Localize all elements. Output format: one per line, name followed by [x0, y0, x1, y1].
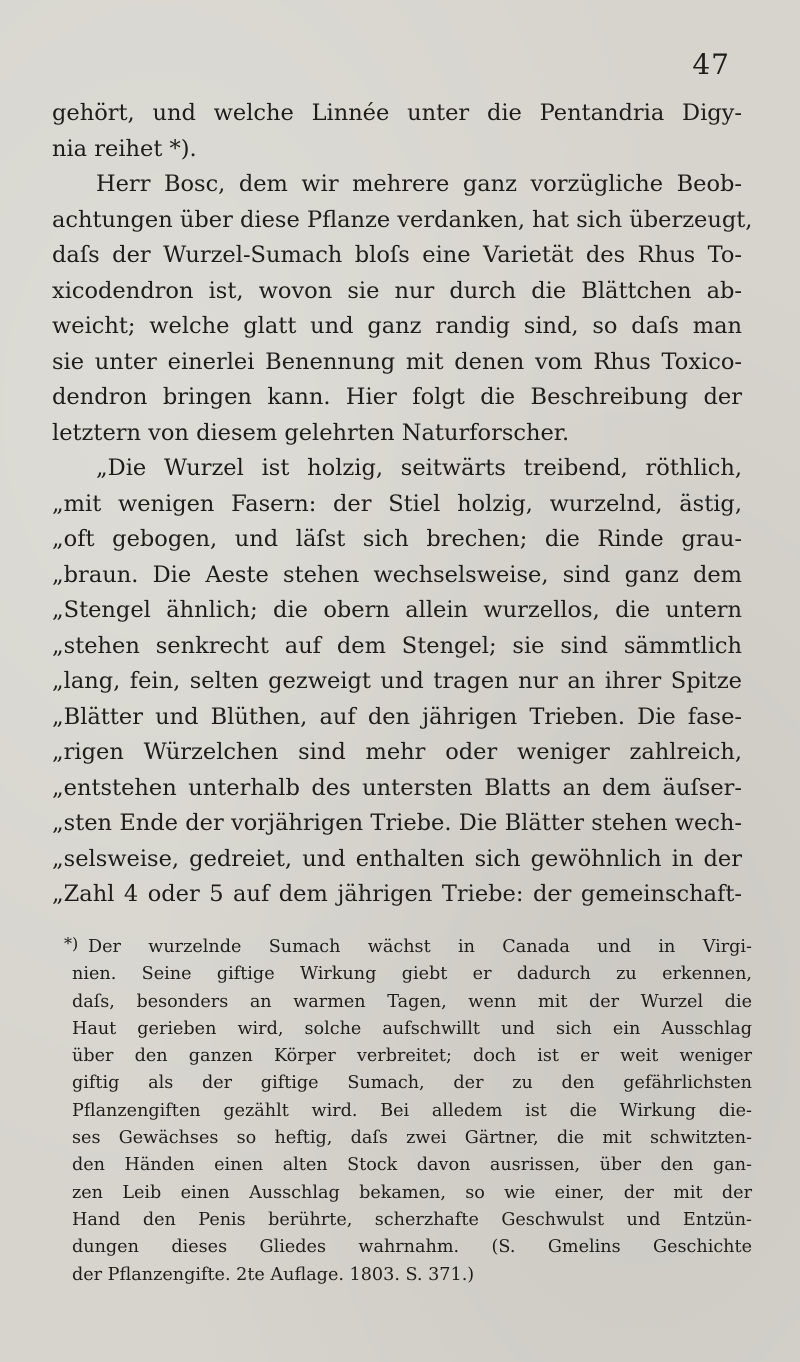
- body-line: „stehen senkrecht auf dem Stengel; sie sind sämmtlich: [52, 632, 742, 659]
- footnote-line: giftig als der giftige Sumach, der zu den gefährlichsten: [72, 1073, 752, 1094]
- body-line: dendron bringen kann. Hier folgt die Beschreibung der: [52, 384, 742, 410]
- footnote-line: nien. Seine giftige Wirkung giebt er dadurch zu erkennen,: [72, 964, 752, 985]
- body-line: „entstehen unterhalb des untersten Blatts an dem äuſser-: [52, 774, 742, 801]
- body-line: „sten Ende der vorjährigen Triebe. Die Blätter stehen wech-: [52, 810, 742, 836]
- body-line: xicodendron ist, wovon sie nur durch die Blättchen ab-: [52, 277, 742, 304]
- body-text: [52, 96, 753, 913]
- body-line: sie unter einerlei Benennung mit denen vom Rhus Toxico-: [52, 348, 742, 375]
- body-line: „oft gebogen, und läſst sich brechen; die Rinde grau-: [52, 526, 742, 552]
- body-line: letztern von diesem gelehrten Naturforscher.: [52, 419, 570, 446]
- body-line: gehört, und welche Linnée unter die Pentandria Digy-: [52, 100, 742, 126]
- body-line: Herr Bosc, dem wir mehrere ganz vorzügliche Beob-: [96, 171, 742, 197]
- body-line: „braun. Die Aeste stehen wechselsweise, sind ganz dem: [52, 561, 742, 588]
- body-line: „Zahl 4 oder 5 auf dem jährigen Triebe: der gemeinschaft-: [52, 881, 742, 907]
- body-line: „lang, fein, selten gezweigt und tragen nur an ihrer Spitze: [52, 668, 742, 694]
- footnote-line: Hand den Penis berührte, scherzhafte Geschwulst und Entzün-: [72, 1209, 752, 1230]
- footnote-line: der Pflanzengifte. 2te Auflage. 1803. S. 371.): [72, 1264, 475, 1285]
- footnote-line: ses Gewächses so heftig, daſs zwei Gärtner, die mit schwitzten-: [72, 1128, 752, 1149]
- footnote-line: Pflanzengiften gezählt wird. Bei alledem ist die Wirkung die-: [72, 1100, 752, 1121]
- footnote-line: Haut gerieben wird, solche aufschwillt und sich ein Ausschlag: [72, 1018, 752, 1039]
- footnote: [64, 934, 752, 1289]
- body-line: „Stengel ähnlich; die obern allein wurzellos, die untern: [52, 597, 742, 623]
- footnote-line: den Händen einen alten Stock davon ausrissen, über den gan-: [72, 1155, 752, 1176]
- body-line: achtungen über diese Pflanze verdanken, hat sich überzeugt,: [52, 206, 753, 233]
- body-line: weicht; welche glatt und ganz randig sind, so daſs man: [52, 313, 742, 339]
- body-line: „Die Wurzel ist holzig, seitwärts treibend, röthlich,: [96, 455, 742, 481]
- body-line: nia reihet *).: [52, 135, 197, 162]
- footnote-line: über den ganzen Körper verbreitet; doch ist er weit weniger: [72, 1046, 752, 1067]
- body-line: daſs der Wurzel-Sumach bloſs eine Varietät des Rhus To-: [52, 242, 742, 268]
- footnote-mark: *): [64, 934, 79, 953]
- footnote-line: zen Leib einen Ausschlag bekamen, so wie einer, der mit der: [72, 1182, 752, 1203]
- body-line: „Blätter und Blüthen, auf den jährigen Trieben. Die fase-: [52, 703, 742, 730]
- footnote-line: Der wurzelnde Sumach wächst in Canada und in Virgi-: [88, 937, 752, 957]
- body-line: „mit wenigen Fasern: der Stiel holzig, wurzelnd, ästig,: [52, 490, 742, 517]
- footnote-line: dungen dieses Gliedes wahrnahm. (S. Gmelins Geschichte: [72, 1237, 752, 1258]
- footnote-line: daſs, besonders an warmen Tagen, wenn mit der Wurzel die: [72, 991, 752, 1012]
- body-line: „rigen Würzelchen sind mehr oder weniger zahlreich,: [52, 739, 742, 765]
- body-line: „selsweise, gedreiet, und enthalten sich gewöhnlich in der: [52, 845, 742, 872]
- page-number: 47: [692, 48, 730, 81]
